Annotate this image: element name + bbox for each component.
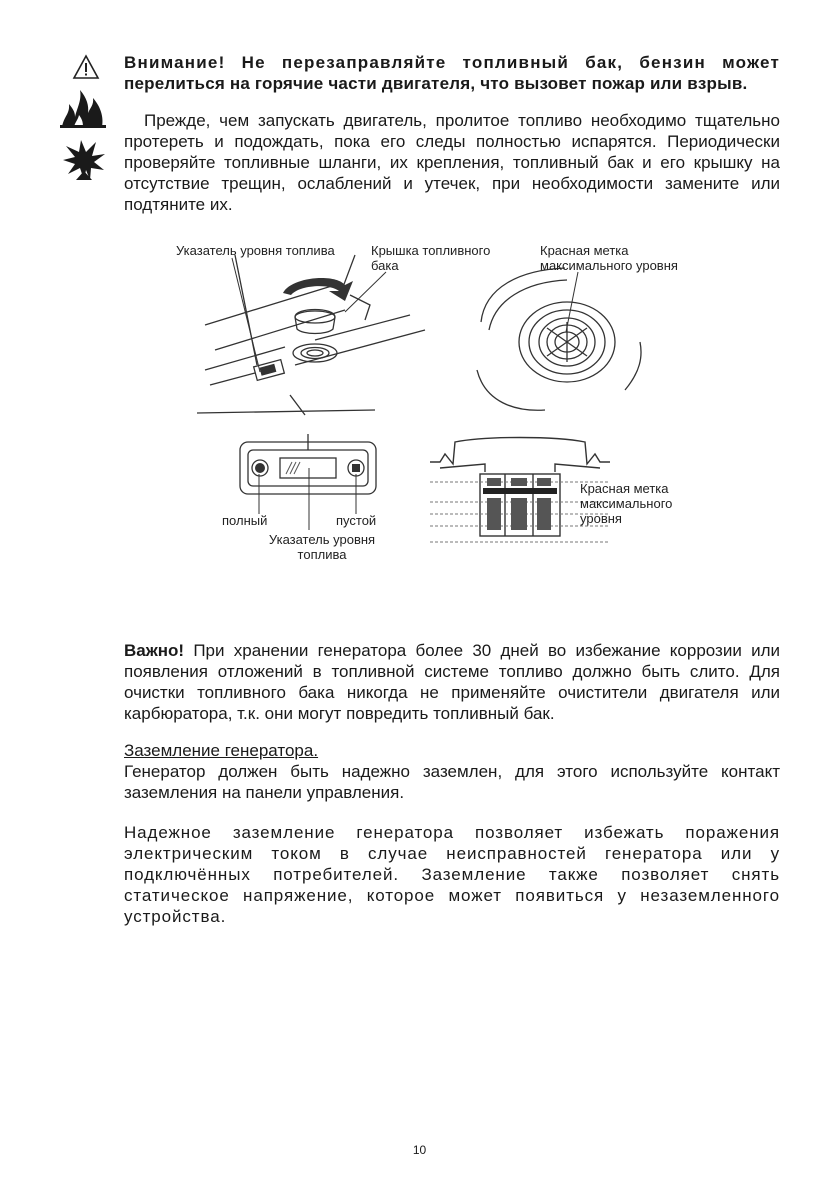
fuel-gauge-label-bottom: Указатель уровня топлива <box>268 532 376 562</box>
full-label: полный <box>222 513 268 528</box>
grounding-section <box>124 740 780 803</box>
grounding-heading: Заземление генератора. <box>124 741 319 760</box>
tank-cap-label: Крышка топливного бака <box>371 243 491 273</box>
fuel-gauge-label: Указатель уровня топлива <box>176 243 335 258</box>
grounding-text: Генератор должен быть надежно заземлен, для этого используйте контакт заземления на панели управления. <box>124 762 780 802</box>
important-paragraph <box>124 640 780 724</box>
important-text: При хранении генератора более 30 дней во избежание коррозии или появления отложений в топливной системе топливо должно быть слито. Для очистки топливного бака никогда не применяйте очистители двигателя или карбюратора, т.к. они могут повредить топливный бак. <box>124 641 780 723</box>
red-mark-label-bottom: Красная метка максимального уровня <box>580 481 673 526</box>
important-lead: Важно! <box>124 641 185 660</box>
red-mark-label-top: Красная метка максимального уровня <box>540 243 678 273</box>
grounding-paragraph-2: Надежное заземление генератора позволяет избежать поражения электрическим током в случае неисправностей генератора или у подключённых потребителей. Заземление также позволяет снять статическое напряжение, которое может появиться у незаземленного устройства. <box>124 823 780 926</box>
empty-label: пустой <box>336 513 377 528</box>
fuel-check-paragraph: Прежде, чем запускать двигатель, пролитое топливо необходимо тщательно протереть и подождать, пока его следы полностью испарятся. Периодически проверяйте топливные шланги, их крепления, топливный бак и его крышку на отсутствие трещин, ослаблений и утечек, при необходимости замените или подтяните их. <box>124 111 780 214</box>
page-number: 10 <box>412 1143 427 1157</box>
warning-rest: перелиться на горячие части двигателя, что вызовет пожар или взрыв. <box>124 74 748 93</box>
warning-lead: Внимание! Не перезаправляйте топливный бак, бензин может <box>124 53 780 72</box>
